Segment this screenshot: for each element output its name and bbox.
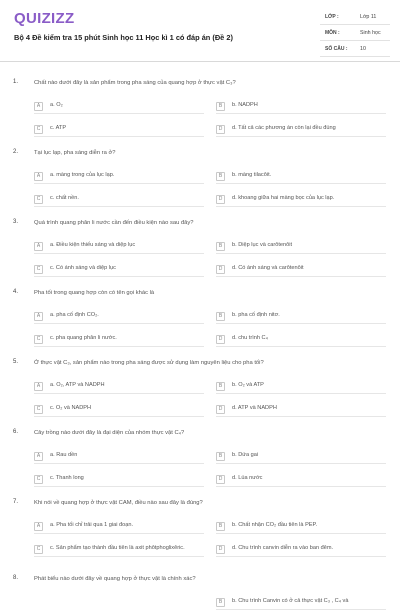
option-text: d. Lúa nước xyxy=(232,475,263,481)
option-text: d. ATP và NADPH xyxy=(232,405,277,411)
option-underline xyxy=(34,533,204,534)
option-underline xyxy=(216,183,386,184)
option-text: a. pha cố định CO₂. xyxy=(50,312,99,318)
option-underline xyxy=(34,183,204,184)
question-number: 5. xyxy=(13,359,19,365)
option-letter-badge: A xyxy=(34,452,43,461)
meta-label: MÔN : xyxy=(325,30,340,36)
option-letter-badge: B xyxy=(216,382,225,391)
worksheet-meta xyxy=(320,11,390,59)
option-underline xyxy=(216,556,386,557)
option-text: a. màng trong của lục lạp. xyxy=(50,172,115,178)
option-underline xyxy=(34,253,204,254)
option-letter-badge: B xyxy=(216,242,225,251)
option-text: d. Tất cả các phương án còn lại đều đúng xyxy=(232,125,336,131)
option-text: c. chất nền. xyxy=(50,195,79,201)
option-underline xyxy=(216,206,386,207)
option-letter-badge: C xyxy=(34,405,43,414)
worksheet-header xyxy=(0,0,400,62)
worksheet-title: Bộ 4 Đề kiểm tra 15 phút Sinh học 11 Học kì 1 có đáp án (Đề 2) xyxy=(14,33,233,42)
option-letter-badge: A xyxy=(34,522,43,531)
question-text: Khi nói về quang hợp ở thực vật CAM, điều nào sau đây là đúng? xyxy=(34,500,203,506)
option-letter-badge: D xyxy=(216,195,225,204)
option-text: b. Chất nhận CO₂ đầu tiên là PEP. xyxy=(232,522,318,528)
option-underline xyxy=(216,276,386,277)
meta-question-count xyxy=(320,43,390,57)
option-text: a. Rau dền xyxy=(50,452,78,458)
question-text: Tại lục lạp, pha sáng diễn ra ở? xyxy=(34,150,116,156)
option-underline xyxy=(34,556,204,557)
option-letter-badge: A xyxy=(34,102,43,111)
question-text: Chất nào dưới đây là sản phẩm trong pha sáng của quang hợp ở thực vật C₃? xyxy=(34,80,236,86)
option-letter-badge: C xyxy=(34,475,43,484)
meta-subject xyxy=(320,27,390,41)
option-underline xyxy=(216,346,386,347)
quizizz-logo: QUIZIZZ xyxy=(14,10,75,27)
option-letter-badge: B xyxy=(216,102,225,111)
option-text: b. pha cố định nitơ. xyxy=(232,312,280,318)
option-text: d. Chu trình canvin diễn ra vào ban đêm. xyxy=(232,545,334,551)
option-text: b. NADPH xyxy=(232,102,258,108)
option-text: b. O₂ và ATP xyxy=(232,382,264,388)
option-letter-badge: D xyxy=(216,335,225,344)
option-text: c. pha quang phân li nước. xyxy=(50,335,117,341)
question-text: Cây trồng nào dưới đây là đại diện của nhóm thực vật C₄? xyxy=(34,430,185,436)
option-letter-badge: A xyxy=(34,242,43,251)
option-underline xyxy=(34,486,204,487)
question-number: 1. xyxy=(13,79,19,85)
question-text: Quá trình quang phân li nước cần đến điều kiện nào sau đây? xyxy=(34,220,194,226)
option-text: b. Dứa gai xyxy=(232,452,259,458)
question-text: Phát biểu nào dưới đây về quang hợp ở thực vật là chính xác? xyxy=(34,576,196,582)
option-letter-badge: B xyxy=(216,312,225,321)
option-underline xyxy=(34,276,204,277)
option-letter-badge: D xyxy=(216,545,225,554)
option-letter-badge: D xyxy=(216,125,225,134)
question-number: 3. xyxy=(13,219,19,225)
option-underline xyxy=(34,323,204,324)
question-number: 2. xyxy=(13,149,19,155)
option-underline xyxy=(34,346,204,347)
option-text: b. màng tilacôit. xyxy=(232,172,272,178)
meta-value: Lớp 11 xyxy=(360,14,377,20)
question-number: 4. xyxy=(13,289,19,295)
option-letter-badge: D xyxy=(216,265,225,274)
option-underline xyxy=(34,206,204,207)
option-text: c. Sản phẩm tạo thành đầu tiên là axit phôtphoglixêric. xyxy=(50,545,185,551)
question-number: 7. xyxy=(13,499,19,505)
meta-value: 10 xyxy=(360,46,366,52)
option-underline xyxy=(216,136,386,137)
option-text: c. O₂ và NADPH xyxy=(50,405,92,411)
option-underline xyxy=(34,136,204,137)
option-text: a. O₂, ATP và NADPH xyxy=(50,382,105,388)
option-letter-badge: C xyxy=(34,125,43,134)
option-text: a. O₂ xyxy=(50,102,63,108)
meta-class xyxy=(320,11,390,25)
option-letter-badge: C xyxy=(34,265,43,274)
option-text: c. Thanh long xyxy=(50,475,84,481)
option-text: c. Có ánh sáng và diệp lục xyxy=(50,265,116,271)
option-underline xyxy=(216,113,386,114)
option-text: d. khoang giữa hai màng bọc của lục lạp. xyxy=(232,195,335,201)
option-underline xyxy=(34,416,204,417)
option-text: b. Diệp lục và carôtenôit xyxy=(232,242,293,248)
option-letter-badge: C xyxy=(34,195,43,204)
option-underline xyxy=(216,463,386,464)
option-letter-badge: B xyxy=(216,172,225,181)
option-underline xyxy=(216,323,386,324)
option-letter-badge: D xyxy=(216,475,225,484)
option-underline xyxy=(216,533,386,534)
option-text: a. Pha tối chỉ trải qua 1 giai đoạn. xyxy=(50,522,134,528)
option-letter-badge: B xyxy=(216,598,225,607)
option-letter-badge: B xyxy=(216,522,225,531)
option-text: c. ATP xyxy=(50,125,67,131)
option-letter-badge: A xyxy=(34,172,43,181)
option-text: a. Điều kiện thiếu sáng và diệp lục xyxy=(50,242,136,248)
meta-label: SỐ CÂU : xyxy=(325,46,348,52)
option-letter-badge: A xyxy=(34,312,43,321)
option-text: d. Có ánh sáng và carôtenôit xyxy=(232,265,304,271)
option-letter-badge: B xyxy=(216,452,225,461)
option-letter-badge: A xyxy=(34,382,43,391)
option-underline xyxy=(34,463,204,464)
option-letter-badge: C xyxy=(34,335,43,344)
question-text: Ở thực vật C₃, sản phẩm nào trong pha sáng được sử dụng làm nguyên liệu cho pha tối? xyxy=(34,360,264,366)
option-text: d. chu trình C₄ xyxy=(232,335,268,341)
option-underline xyxy=(216,393,386,394)
option-underline xyxy=(216,416,386,417)
option-text: b. Chu trình Canvin có ở cả thực vật C₃ , C₄ và xyxy=(232,598,349,604)
question-number: 8. xyxy=(13,575,19,581)
meta-label: LỚP : xyxy=(325,14,339,20)
option-underline xyxy=(216,486,386,487)
option-underline xyxy=(216,253,386,254)
option-underline xyxy=(34,113,204,114)
question-text: Pha tối trong quang hợp còn có tên gọi khác là xyxy=(34,290,155,296)
meta-value: Sinh học xyxy=(360,30,381,36)
question-number: 6. xyxy=(13,429,19,435)
option-letter-badge: D xyxy=(216,405,225,414)
option-underline xyxy=(34,393,204,394)
option-letter-badge: C xyxy=(34,545,43,554)
